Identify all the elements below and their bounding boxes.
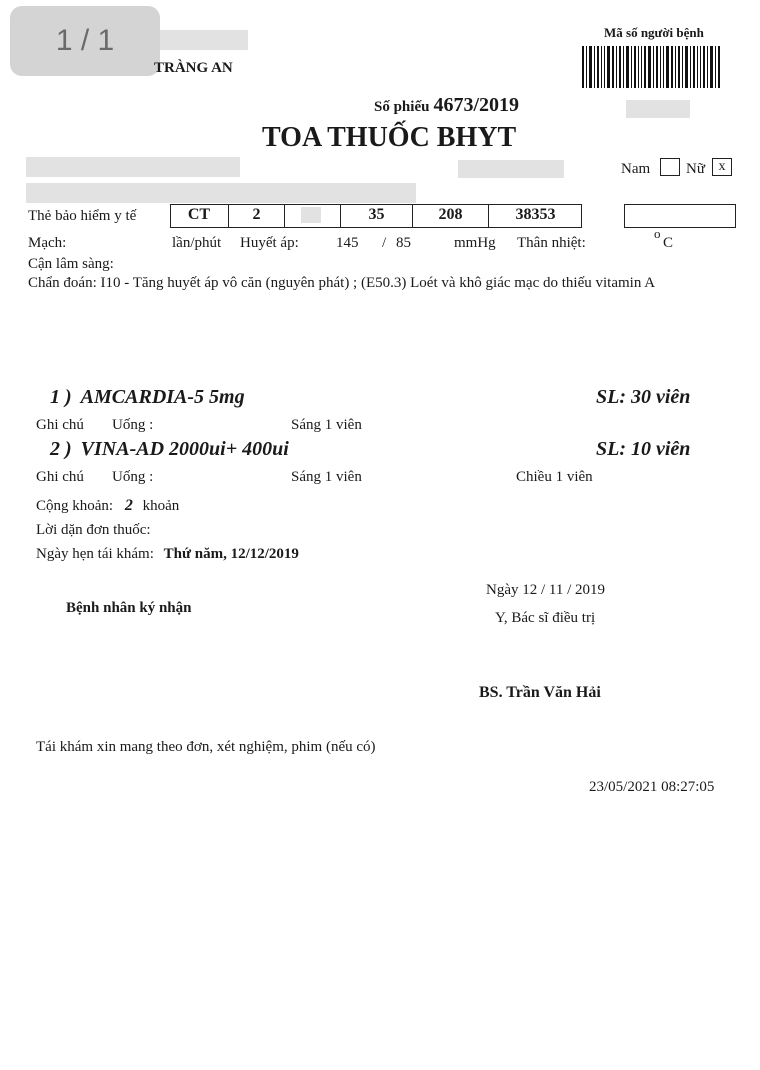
subclinical-label: Cận lâm sàng: — [28, 256, 114, 272]
insurance-cell-3 — [284, 204, 340, 228]
doctor-role: Y, Bác sĩ điều trị — [495, 610, 596, 626]
medicine-2-title — [50, 438, 289, 461]
medicine-1-route: Uống : — [112, 417, 154, 433]
ticket-number-line — [374, 94, 519, 117]
medicine-1-note-label: Ghi chú — [36, 417, 84, 433]
diagnosis-text: I10 - Tăng huyết áp vô căn (nguyên phát) ; (E50.3) Loét và khô giác mạc do thiếu vitamin A — [100, 275, 656, 291]
medicine-2-index: 2 ) — [50, 438, 72, 460]
insurance-cell-4: 35 — [340, 204, 412, 228]
gender-male-label: Nam — [621, 161, 651, 177]
insurance-cell-6: 38353 — [488, 204, 582, 228]
signature-date: Ngày 12 / 11 / 2019 — [486, 582, 606, 598]
insurance-cell-1: CT — [187, 206, 211, 223]
gender-female-checkbox: x — [712, 158, 732, 176]
temperature-unit: C — [663, 235, 674, 251]
ticket-label: Số phiếu — [374, 99, 430, 115]
doctor-name: BS. Trần Văn Hải — [479, 684, 601, 701]
redacted-insurance-cell — [301, 207, 321, 223]
diagnosis-label: Chẩn đoán: — [28, 275, 97, 291]
total-items-label: Cộng khoản: — [36, 498, 114, 514]
medicine-1-name: AMCARDIA-5 5mg — [80, 386, 245, 408]
medicine-2-route: Uống : — [112, 469, 154, 485]
patient-barcode — [582, 46, 734, 88]
medicine-1-index: 1 ) — [50, 386, 72, 408]
pulse-label: Mạch: — [28, 235, 67, 251]
medicine-2-afternoon-dose: Chiều 1 viên — [516, 469, 593, 485]
hospital-name: TRÀNG AN — [154, 60, 233, 76]
redacted-patient-address — [26, 183, 416, 203]
ticket-number: 4673/2019 — [433, 94, 520, 116]
redacted-patient-name — [26, 157, 240, 177]
patient-signature-label: Bệnh nhân ký nhận — [66, 600, 192, 616]
bp-separator: / — [382, 235, 387, 251]
bp-unit: mmHg — [454, 235, 496, 251]
medicine-2-morning-dose: Sáng 1 viên — [291, 469, 362, 485]
redacted-patient-code — [626, 100, 690, 118]
medicine-1-morning-dose: Sáng 1 viên — [291, 417, 362, 433]
medicine-2-quantity: SL: 10 viên — [596, 438, 691, 460]
insurance-label: Thẻ bảo hiểm y tế — [28, 208, 137, 224]
medicine-2-note-label: Ghi chú — [36, 469, 84, 485]
gender-male-checkbox — [660, 158, 680, 176]
pulse-unit: lần/phút — [172, 235, 222, 251]
advice-label: Lời dặn đơn thuốc: — [36, 522, 151, 538]
diagnosis-line — [28, 275, 655, 292]
revisit-note: Tái khám xin mang theo đơn, xét nghiệm, phim (nếu có) — [36, 739, 376, 755]
medicine-1-quantity: SL: 30 viên — [596, 386, 691, 408]
bp-label: Huyết áp: — [240, 235, 299, 251]
total-items-unit: khoản — [142, 498, 180, 514]
revisit-label: Ngày hẹn tái khám: — [36, 546, 154, 562]
page-title: TOA THUỐC BHYT — [262, 122, 517, 153]
temperature-degree: o — [654, 226, 661, 241]
revisit-date: Thứ năm, 12/12/2019 — [163, 546, 299, 562]
medicine-1-title — [50, 386, 245, 409]
total-items-count: 2 — [124, 497, 133, 514]
insurance-extra-box — [624, 204, 736, 228]
page-indicator: 1 / 1 — [10, 6, 160, 76]
redacted-patient-age — [458, 160, 564, 178]
insurance-cell-5: 208 — [412, 204, 488, 228]
medicine-2-name: VINA-AD 2000ui+ 400ui — [80, 438, 289, 460]
redacted-hospital-name — [160, 30, 248, 50]
gender-female-label: Nữ — [686, 161, 705, 177]
printed-timestamp: 23/05/2021 08:27:05 — [589, 779, 715, 795]
total-items-line — [36, 497, 179, 515]
patient-code-label: Mã số người bệnh — [604, 25, 704, 40]
insurance-cell-2: 2 — [228, 204, 284, 228]
revisit-line — [36, 546, 299, 563]
bp-systolic: 145 — [336, 235, 359, 251]
bp-diastolic: 85 — [396, 235, 411, 251]
temperature-label: Thân nhiệt: — [517, 235, 586, 251]
